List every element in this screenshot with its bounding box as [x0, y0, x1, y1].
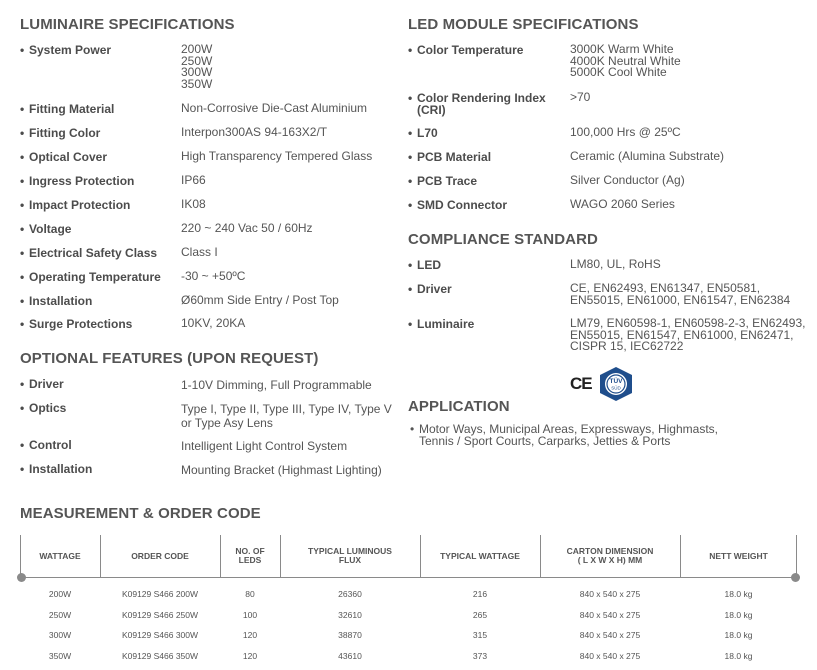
table-column-divider: [540, 535, 541, 577]
spec-label: • Driver: [408, 282, 452, 296]
table-rule-endcap: [17, 573, 26, 582]
spec-value: 1-10V Dimming, Full Programmable: [181, 378, 372, 392]
spec-value: 10KV, 20KA: [181, 316, 246, 330]
table-row: [20, 584, 797, 604]
table-row: [20, 605, 797, 625]
spec-value: Class I: [181, 245, 218, 259]
table-column-divider: [20, 535, 21, 577]
spec-label: • LED: [408, 258, 441, 272]
spec-value: 200W 250W 300W 350W: [181, 42, 213, 91]
table-cell: 32610: [338, 609, 362, 620]
spec-value: LM80, UL, RoHS: [570, 257, 661, 271]
spec-value: Non-Corrosive Die-Cast Aluminium: [181, 101, 368, 115]
table-cell: 265: [472, 609, 488, 620]
spec-value: Type I, Type II, Type III, Type IV, Type V or Type Asy Lens: [181, 402, 392, 430]
spec-label: • System Power: [20, 43, 112, 57]
spec-label: • Impact Protection: [20, 198, 131, 212]
spec-value: Mounting Bracket (Highmast Lighting): [181, 463, 382, 477]
table-column-divider: [680, 535, 681, 577]
table-cell: 373: [472, 650, 488, 661]
spec-label: • Voltage: [20, 222, 72, 236]
led-module-specifications-heading: LED MODULE SPECIFICATIONS: [408, 16, 639, 33]
luminaire-specifications-heading: LUMINAIRE SPECIFICATIONS: [20, 16, 235, 33]
table-cell: 18.0 kg: [724, 589, 753, 599]
table-header-cell: WATTAGE: [39, 550, 81, 561]
spec-label: • Surge Protections: [20, 317, 133, 331]
table-cell: 840 x 540 x 275: [579, 630, 641, 640]
spec-value: LM79, EN60598-1, EN60598-2-3, EN62493, EN55015, EN61547, EN61000, EN62471, CISPR 15, IEC62722: [570, 316, 806, 353]
table-cell: 80: [245, 589, 255, 599]
table-cell: 200W: [48, 589, 72, 599]
table-cell: 315: [472, 630, 488, 640]
table-header-cell: NETT WEIGHT: [709, 550, 768, 561]
svg-text:SÜD: SÜD: [611, 385, 621, 391]
spec-label: • Fitting Color: [20, 126, 101, 140]
table-column-divider: [280, 535, 281, 577]
spec-label: • PCB Trace: [408, 174, 478, 188]
spec-label: • Operating Temperature: [20, 270, 161, 284]
spec-label: • L70: [408, 126, 438, 140]
table-cell: 18.0 kg: [724, 630, 753, 640]
svg-text:TÜV: TÜV: [609, 378, 623, 385]
table-cell: K09129 S466 350W: [121, 650, 199, 661]
table-cell: K09129 S466 250W: [121, 609, 199, 620]
certification-badges: [570, 366, 645, 402]
table-rule-endcap: [791, 573, 800, 582]
spec-value: CE, EN62493, EN61347, EN50581, EN55015, EN61000, EN61547, EN62384: [570, 281, 791, 307]
spec-label: • Fitting Material: [20, 102, 115, 116]
table-cell: 26360: [338, 589, 362, 599]
table-header-cell: NO. OF LEDS: [235, 546, 265, 565]
table-cell: 216: [472, 589, 488, 599]
application-text: • Motor Ways, Municipal Areas, Expressways, Highmasts, Tennis / Sport Courts, Carparks, Jetties & Ports: [410, 422, 718, 448]
measurement-order-code-heading: MEASUREMENT & ORDER CODE: [20, 505, 261, 522]
table-cell: 120: [242, 630, 258, 640]
tuv-sud-certification-logo: [597, 366, 635, 402]
spec-label: • Color Rendering Index (CRI): [408, 91, 546, 117]
table-header-cell: TYPICAL WATTAGE: [440, 550, 520, 561]
table-column-divider: [420, 535, 421, 577]
table-column-divider: [100, 535, 101, 577]
spec-value: High Transparency Tempered Glass: [181, 149, 373, 163]
spec-label: • Electrical Safety Class: [20, 246, 158, 260]
spec-value: Ceramic (Alumina Substrate): [570, 149, 725, 163]
table-column-divider: [796, 535, 797, 577]
table-row: [20, 625, 797, 645]
table-header-rule: [20, 577, 797, 578]
table-cell: 38870: [338, 630, 362, 640]
table-cell: 300W: [48, 630, 72, 640]
table-cell: 43610: [338, 650, 362, 661]
spec-value: WAGO 2060 Series: [570, 197, 675, 211]
spec-label: • Control: [20, 438, 72, 452]
table-cell: 18.0 kg: [724, 609, 753, 620]
spec-label: • Installation: [20, 462, 93, 476]
spec-label: • Ingress Protection: [20, 174, 135, 188]
table-cell: 840 x 540 x 275: [579, 589, 641, 599]
spec-label: • Installation: [20, 294, 93, 308]
table-cell: 840 x 540 x 275: [579, 650, 641, 661]
spec-value: Ø60mm Side Entry / Post Top: [181, 293, 339, 307]
application-line: Tennis / Sport Courts, Carparks, Jetties & Ports: [419, 434, 671, 448]
table-row: [20, 646, 797, 666]
spec-value: IP66: [181, 173, 206, 187]
order-code-table: [20, 535, 797, 670]
table-header-cell: ORDER CODE: [131, 550, 189, 561]
table-cell: 120: [242, 650, 258, 661]
table-cell: 18.0 kg: [724, 650, 753, 661]
table-header-cell: TYPICAL LUMINOUS FLUX: [308, 546, 392, 565]
application-heading: APPLICATION: [408, 398, 510, 415]
spec-label: • SMD Connector: [408, 198, 507, 212]
spec-label: • Driver: [20, 377, 64, 391]
table-header: [20, 535, 797, 577]
spec-label: • Optics: [20, 401, 67, 415]
spec-value: Intelligent Light Control System: [181, 439, 348, 453]
spec-value: IK08: [181, 197, 206, 211]
table-cell: 350W: [48, 650, 72, 661]
compliance-standard-heading: COMPLIANCE STANDARD: [408, 231, 598, 248]
spec-label: • PCB Material: [408, 150, 492, 164]
spec-value: 220 ~ 240 Vac 50 / 60Hz: [181, 221, 313, 235]
spec-label: • Optical Cover: [20, 150, 108, 164]
spec-label: • Luminaire: [408, 317, 475, 331]
table-cell: 100: [242, 609, 258, 620]
spec-value: Interpon300AS 94-163X2/T: [181, 125, 328, 139]
spec-value: 3000K Warm White 4000K Neutral White 5000K Cool White: [570, 42, 681, 79]
table-cell: 250W: [48, 609, 72, 620]
table-column-divider: [220, 535, 221, 577]
spec-value: 100,000 Hrs @ 25ºC: [570, 125, 681, 139]
application-line: Motor Ways, Municipal Areas, Expressways, Highmasts,: [419, 422, 718, 436]
ce-mark-logo: CE: [570, 374, 592, 393]
optional-features-heading: OPTIONAL FEATURES (UPON REQUEST): [20, 350, 319, 367]
spec-value: >70: [570, 90, 591, 104]
table-cell: 840 x 540 x 275: [579, 609, 641, 620]
table-cell: K09129 S466 200W: [121, 589, 199, 599]
table-cell: K09129 S466 300W: [121, 630, 199, 640]
spec-value: Silver Conductor (Ag): [570, 173, 685, 187]
spec-label: • Color Temperature: [408, 43, 524, 57]
spec-value: -30 ~ +50ºC: [181, 269, 246, 283]
table-header-cell: CARTON DIMENSION ( L X W X H) MM: [566, 546, 654, 565]
